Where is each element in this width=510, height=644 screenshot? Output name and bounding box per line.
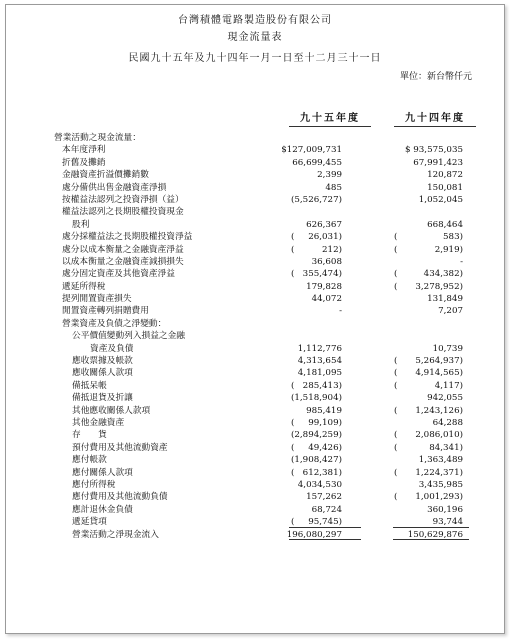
- value-2005: 5,264,937): [415, 356, 463, 367]
- value-2006: 157,262: [306, 492, 342, 503]
- row-label: 閒置資產轉列捐贈費用: [62, 306, 149, 317]
- value-2005: 942,055: [427, 393, 463, 404]
- row-label: 應付帳款: [72, 455, 107, 466]
- negative-paren: (: [394, 244, 398, 255]
- total-rule: [289, 539, 361, 540]
- negative-paren: (: [291, 467, 295, 478]
- value-2006: 355,474): [302, 269, 342, 280]
- table-row: [6, 132, 504, 144]
- row-label: 應收票據及帳款: [72, 356, 133, 367]
- value-2006: 36,608: [311, 256, 342, 267]
- value-2005: 120,872: [427, 170, 463, 181]
- negative-paren: (: [394, 405, 398, 416]
- cash-flow-table: [6, 132, 504, 541]
- value-2006: -: [339, 306, 342, 317]
- negative-paren: (: [394, 356, 398, 367]
- table-row: [6, 219, 504, 231]
- value-2006: 485: [325, 182, 342, 193]
- row-label: 資產及負債: [90, 343, 134, 354]
- value-2005: $ 93,575,035: [404, 145, 463, 156]
- column-header-2005: 九十四年度: [394, 109, 476, 127]
- value-2005: 1,001,293): [415, 492, 463, 503]
- value-2005: -: [460, 256, 463, 267]
- value-2005: 10,739: [432, 343, 463, 354]
- row-label: 營業資產及負債之淨變動：: [62, 318, 167, 329]
- value-2006: 49,426): [308, 442, 342, 453]
- value-2006: 26,031): [308, 232, 342, 243]
- table-row: [6, 516, 504, 528]
- subtotal-rule: [393, 527, 469, 528]
- value-2005: 1,243,126): [415, 405, 463, 416]
- table-row: [6, 256, 504, 268]
- row-label: 股利: [72, 219, 90, 230]
- row-label: 應收關係人款項: [72, 368, 133, 379]
- negative-paren: (: [394, 368, 398, 379]
- row-label: 遞延所得稅: [62, 281, 106, 292]
- row-label: 按權益法認列之投資淨損（益）: [62, 194, 184, 205]
- row-label: 預付費用及其他流動資產: [72, 442, 168, 453]
- value-2005: 4,117): [434, 380, 463, 391]
- value-2005: 64,288: [432, 417, 463, 428]
- row-label: 應付關係人款項: [72, 467, 133, 478]
- value-2005: 131,849: [427, 294, 463, 305]
- row-label: 處分以成本衡量之金融資產淨益: [62, 244, 184, 255]
- negative-paren: (: [291, 232, 295, 243]
- value-2005: 2,086,010): [415, 430, 463, 441]
- table-row: [6, 355, 504, 367]
- value-2006: 95,745): [308, 517, 342, 528]
- table-row: [6, 405, 504, 417]
- value-2006: 66,699,455: [292, 157, 342, 168]
- negative-paren: (: [291, 455, 295, 466]
- row-label: 提列閒置資產損失: [62, 294, 132, 305]
- negative-paren: (: [394, 232, 398, 243]
- row-label: 營業活動之現金流量：: [54, 133, 141, 143]
- negative-paren: (: [394, 380, 398, 391]
- value-2005: 2,919): [434, 244, 463, 255]
- value-2006: 985,419: [306, 405, 342, 416]
- value-2006: 1,518,904): [294, 393, 342, 404]
- subtotal-rule: [289, 527, 361, 528]
- table-row: [6, 244, 504, 256]
- row-label: 折舊及攤銷: [62, 157, 106, 168]
- table-row: [6, 144, 504, 156]
- value-2006: 44,072: [311, 294, 342, 305]
- value-2006: 4,313,654: [297, 356, 342, 367]
- negative-paren: (: [394, 281, 398, 292]
- company-name: 台灣積體電路製造股份有限公司: [178, 15, 332, 26]
- row-label: 權益法認列之長期股權投資現金: [62, 207, 184, 218]
- negative-paren: (: [291, 380, 295, 391]
- value-2006: 285,413): [302, 380, 342, 391]
- row-label: 處分固定資產及其他資產淨益: [62, 269, 175, 280]
- table-row: [6, 231, 504, 243]
- row-label: 營業活動之淨現金流入: [72, 529, 159, 540]
- value-2005: 3,435,985: [418, 479, 463, 490]
- table-row: [6, 206, 504, 218]
- negative-paren: (: [394, 467, 398, 478]
- currency-unit: 單位：新台幣仟元: [399, 72, 472, 82]
- table-row: [6, 454, 504, 466]
- value-2005: 150,629,876: [407, 529, 463, 540]
- table-row: [6, 429, 504, 441]
- value-2005: 583): [443, 232, 463, 243]
- negative-paren: (: [291, 430, 295, 441]
- row-label: 應付所得稅: [72, 479, 116, 490]
- value-2005: 84,341): [429, 442, 463, 453]
- value-2005: 4,914,565): [415, 368, 463, 379]
- value-2006: 2,399: [317, 170, 342, 181]
- statement-title: 現金流量表: [227, 32, 283, 43]
- value-2006: 212): [322, 244, 342, 255]
- value-2006: 5,526,727): [294, 194, 342, 205]
- value-2005: 1,363,489: [418, 455, 463, 466]
- value-2006: 2,894,259): [294, 430, 342, 441]
- negative-paren: (: [291, 442, 295, 453]
- table-row: [6, 330, 504, 342]
- row-label: 其他應收關係人款項: [72, 405, 151, 416]
- negative-paren: (: [291, 244, 295, 255]
- value-2005: 1,224,371): [415, 467, 463, 478]
- table-row: [6, 305, 504, 317]
- statement-period: 民國九十五年及九十四年一月一日至十二月三十一日: [128, 53, 382, 64]
- value-2006: 612,381): [302, 467, 342, 478]
- row-label: 處分採權益法之長期股權投資淨益: [62, 232, 193, 243]
- value-2006: 1,112,776: [297, 343, 342, 354]
- table-row: [6, 293, 504, 305]
- negative-paren: (: [291, 517, 295, 528]
- negative-paren: (: [394, 442, 398, 453]
- table-row: [6, 182, 504, 194]
- negative-paren: (: [394, 492, 398, 503]
- row-label: 備抵呆帳: [72, 380, 107, 391]
- table-row: [6, 491, 504, 503]
- table-row: [6, 318, 504, 330]
- total-rule: [393, 539, 469, 540]
- row-label: 金融資產折溢價攤銷數: [62, 170, 149, 181]
- value-2006: 68,724: [311, 504, 342, 515]
- negative-paren: (: [291, 194, 295, 205]
- table-row: [6, 169, 504, 181]
- table-row: [6, 529, 504, 541]
- row-label: 其他金融資產: [72, 417, 125, 428]
- value-2005: 150,081: [427, 182, 463, 193]
- table-row: [6, 479, 504, 491]
- table-row: [6, 343, 504, 355]
- value-2006: 626,367: [306, 219, 342, 230]
- row-label: 應計退休金負債: [72, 504, 133, 515]
- value-2005: 93,744: [432, 517, 463, 528]
- value-2006: $127,009,731: [281, 145, 342, 156]
- column-header-2006: 九十五年度: [289, 109, 371, 127]
- value-2005: 67,991,423: [413, 157, 463, 168]
- value-2006: 4,181,095: [297, 368, 342, 379]
- financial-statement-page: [5, 4, 505, 634]
- row-label: 處分備供出售金融資產淨損: [62, 182, 167, 193]
- row-label: 本年度淨利: [62, 145, 106, 156]
- table-row: [6, 268, 504, 280]
- table-row: [6, 281, 504, 293]
- table-row: [6, 194, 504, 206]
- negative-paren: (: [394, 269, 398, 280]
- value-2005: 360,196: [427, 504, 463, 515]
- value-2005: 7,207: [438, 306, 463, 317]
- value-2006: 196,080,297: [286, 529, 342, 540]
- negative-paren: (: [291, 393, 295, 404]
- negative-paren: (: [394, 430, 398, 441]
- negative-paren: (: [291, 269, 295, 280]
- row-label: 遞延貸項: [72, 517, 107, 528]
- value-2005: 3,278,952): [415, 281, 463, 292]
- table-row: [6, 367, 504, 379]
- row-label: 公平價值變動列入損益之金融: [72, 331, 185, 342]
- table-row: [6, 392, 504, 404]
- value-2005: 668,464: [427, 219, 463, 230]
- row-label: 存 貨: [72, 430, 107, 441]
- value-2006: 4,034,530: [297, 479, 342, 490]
- table-row: [6, 504, 504, 516]
- row-label: 應付費用及其他流動負債: [72, 492, 168, 503]
- value-2005: 434,382): [423, 269, 463, 280]
- row-label: 備抵退貨及折讓: [72, 393, 133, 404]
- value-2006: 179,828: [306, 281, 342, 292]
- value-2005: 1,052,045: [418, 194, 463, 205]
- value-2006: 1,908,427): [294, 455, 342, 466]
- value-2006: 99,109): [308, 417, 342, 428]
- table-row: [6, 157, 504, 169]
- table-row: [6, 442, 504, 454]
- negative-paren: (: [291, 417, 295, 428]
- table-row: [6, 467, 504, 479]
- table-row: [6, 417, 504, 429]
- table-row: [6, 380, 504, 392]
- row-label: 以成本衡量之金融資產減損損失: [62, 256, 184, 267]
